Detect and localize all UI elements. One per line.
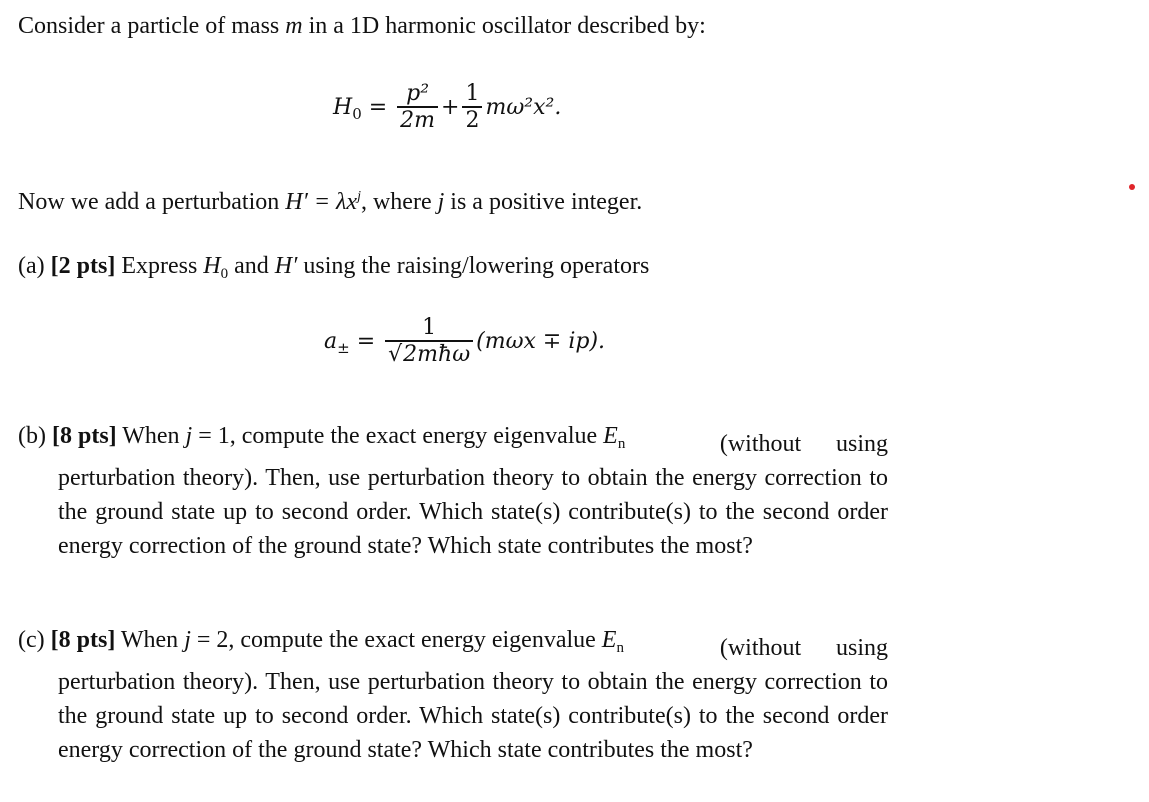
mass-variable: m [285, 13, 303, 39]
kinetic-numerator: p² [406, 81, 430, 106]
hamiltonian-equation [333, 82, 561, 134]
perturbation-line [18, 183, 642, 216]
kinetic-denominator: 2m [397, 106, 438, 134]
intro-text-before: Consider a particle of mass [18, 13, 286, 39]
perturbation-text-mid: , where [360, 189, 438, 215]
part-c-j: j [184, 627, 191, 653]
part-b-text2: = 1, compute the exact energy eigenvalue [192, 423, 604, 449]
part-c-text3: (without using perturbation theory). Then, use perturbation theory to obtain the energy correction to the ground state up to second order. Which state(s) contribute(s) to the second order energy correction of the ground state? Which state contributes the most? [58, 635, 888, 763]
part-c-text2: = 2, compute the exact energy eigenvalue [190, 627, 602, 653]
part-b-text3: (without using perturbation theory). Then, use perturbation theory to obtain the energy correction to the ground state up to second order. Which state(s) contribute(s) to the second order energy correction of the ground state? Which state contributes the most? [58, 431, 888, 559]
perturbation-exponent: j [357, 189, 361, 204]
perturbation-text-before: Now we add a perturbation [18, 189, 286, 215]
intro-text-after: in a 1D harmonic oscillator described by: [302, 13, 706, 39]
half-denominator: 2 [462, 106, 482, 134]
part-a-h0: H [203, 253, 221, 279]
intro-line [18, 12, 706, 40]
radicand: 2mħω [403, 342, 471, 367]
part-c-body [18, 631, 888, 767]
part-b-when: When [116, 423, 186, 449]
half-fraction [462, 82, 482, 134]
part-a-h0-subscript: 0 [220, 266, 229, 282]
ladder-operator-equation [324, 316, 605, 368]
ladder-symbol: a [324, 329, 338, 354]
ladder-parenthetical: (mωx ∓ ip). [476, 329, 606, 354]
part-c-points: [8 pts] [50, 627, 116, 653]
part-b-energy: E [603, 423, 618, 449]
potential-term: mω²x². [485, 95, 562, 120]
part-a-line [18, 252, 649, 288]
part-b-label: (b) [18, 423, 52, 449]
part-b-energy-subscript: n [617, 436, 626, 452]
half-numerator: 1 [465, 81, 480, 106]
perturbation-text-after: is a positive integer. [444, 189, 643, 215]
part-b-paragraph [18, 419, 888, 563]
part-b-body [18, 427, 888, 563]
ladder-equals: = [356, 329, 376, 354]
part-a-and: and [228, 253, 275, 279]
h0-plus: + [441, 95, 460, 120]
part-a-points: [2 pts] [50, 253, 116, 279]
part-a-hprime: H′ [274, 253, 298, 279]
h0-equals: = [368, 95, 388, 120]
normalization-fraction [385, 316, 473, 368]
part-c-energy-subscript: n [616, 640, 624, 656]
part-c-energy: E [601, 627, 617, 653]
j-variable: j [437, 189, 445, 215]
kinetic-fraction [397, 82, 438, 134]
h0-subscript: 0 [352, 105, 362, 123]
radical-sign: √ [388, 342, 403, 367]
normalization-numerator: 1 [422, 315, 437, 340]
part-a-label: (a) [18, 253, 51, 279]
h0-symbol: H [333, 95, 353, 120]
part-b-points: [8 pts] [51, 423, 117, 449]
ladder-subscript: ± [337, 339, 350, 357]
part-a-text2: using the raising/lowering operators [297, 253, 650, 279]
part-c-paragraph [18, 623, 888, 767]
perturbation-expression: H′ = λx [285, 189, 358, 215]
marker-dot [1129, 184, 1135, 190]
normalization-denominator [385, 340, 473, 368]
part-a-text1: Express [115, 253, 204, 279]
part-b-j: j [185, 423, 193, 449]
part-c-when: When [115, 627, 185, 653]
part-c-label: (c) [18, 627, 51, 653]
